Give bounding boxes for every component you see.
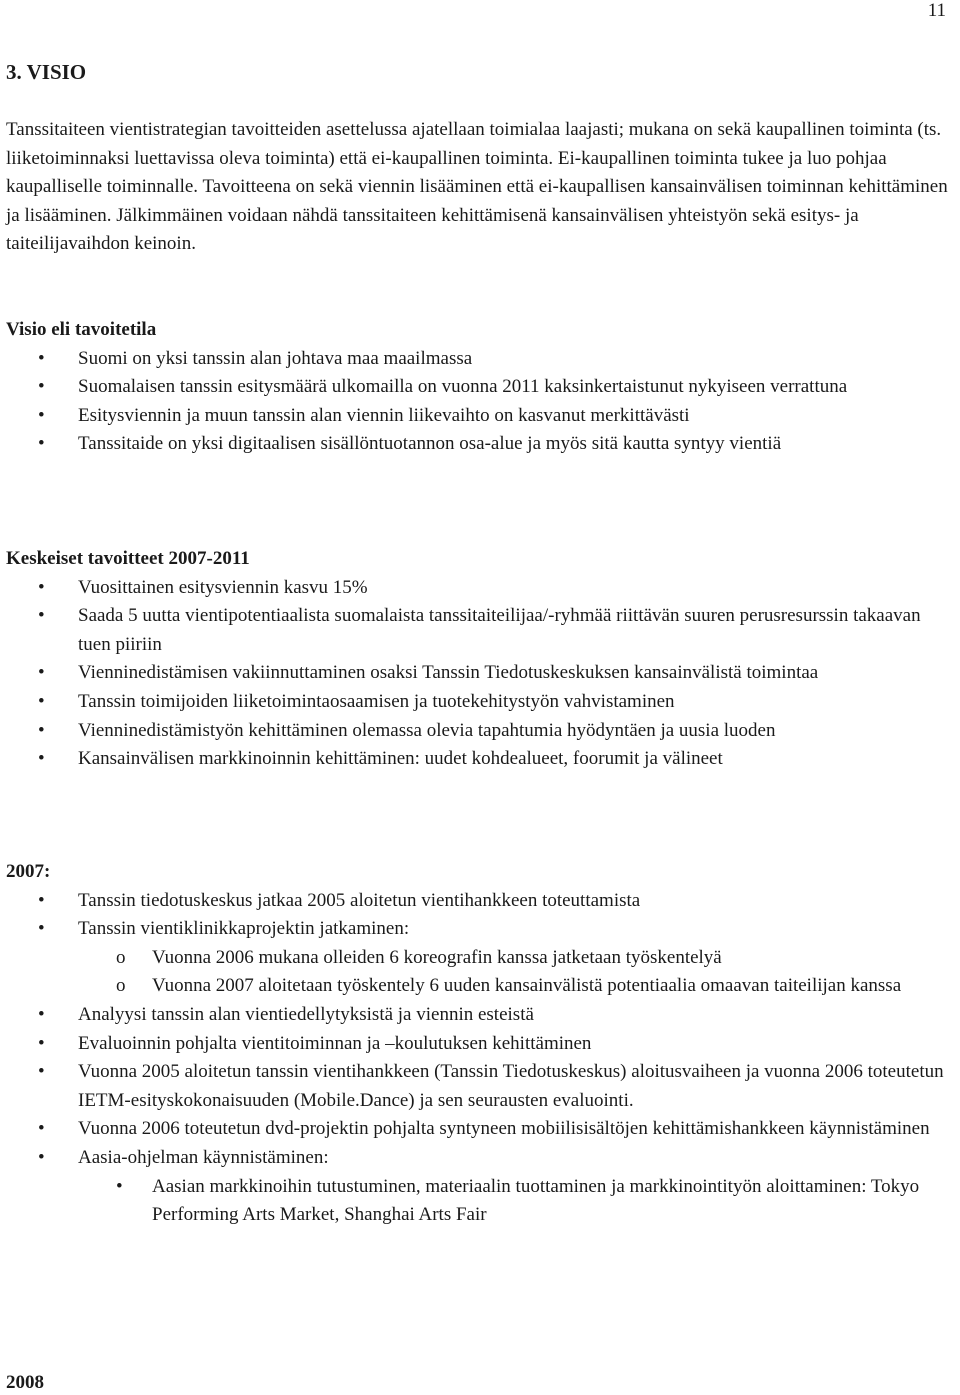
goals-section bbox=[6, 545, 954, 774]
sub-list bbox=[78, 1173, 954, 1230]
section-heading: 3. VISIO bbox=[6, 60, 87, 84]
list-item: • Vienninedistämistyön kehittäminen olemassa olevia tapahtumia hyödyntäen ja uusia luoden bbox=[6, 717, 954, 746]
intro-text: Tanssitaiteen vientistrategian tavoitteiden asettelussa ajatellaan toimialaa laajasti; mukana on sekä kaupallinen toiminta (ts. liiketoiminnaksi luettavissa oleva toiminta) että ei-kaupallinen toiminta. Ei-kaupallinen toiminta tukee ja luo pohjaa kaupalliselle toiminnalle. Tavoitteena on sekä viennin lisääminen että ei-kaupallisen kansainvälisen toiminnan kehittäminen ja lisääminen. Jälkimmäinen voidaan nähdä tanssitaiteen kehittämisenä kansainvälisen yhteistyön sekä esitys- ja taiteilijavaihdon keinoin. bbox=[6, 119, 948, 255]
sub-list-item: o Vuonna 2007 aloitetaan työskentely 6 uuden kansainvälistä potentiaalia omaavan taiteilijan kanssa bbox=[78, 972, 954, 1001]
list-item: • Suomi on yksi tanssin alan johtava maa maailmassa bbox=[6, 345, 954, 374]
list-item: • Saada 5 uutta vientipotentiaalista suomalaista tanssitaiteilijaa/-ryhmää riittävän suuren perusresurssin takaavan tuen piiriin bbox=[6, 602, 954, 659]
list-item: • Tanssitaide on yksi digitaalisen sisällöntuotannon osa-alue ja myös sitä kautta syntyy vientiä bbox=[6, 430, 954, 459]
list-item: • Vuonna 2006 toteutetun dvd-projektin pohjalta syntyneen mobiilisisältöjen kehittämishankkeen käynnistäminen bbox=[6, 1115, 954, 1144]
year-2008-title: 2008 bbox=[6, 1372, 44, 1393]
list-item-text: Aasia-ohjelman käynnistäminen: bbox=[78, 1146, 329, 1168]
vision-title: Visio eli tavoitetila bbox=[6, 319, 157, 340]
sub-list-item: • Aasian markkinoihin tutustuminen, materiaalin tuottaminen ja markkinointityön aloittaminen: Tokyo Performing Arts Market, Shanghai Arts Fair bbox=[78, 1173, 954, 1230]
year-2007-title: 2007: bbox=[6, 861, 51, 882]
list-item bbox=[6, 915, 954, 1001]
vision-section bbox=[6, 316, 954, 459]
list-item-text: Tanssin vientiklinikkaprojektin jatkaminen: bbox=[78, 918, 410, 940]
year-2007-section bbox=[6, 858, 954, 1230]
goals-title: Keskeiset tavoitteet 2007-2011 bbox=[6, 548, 250, 569]
list-item: • Analyysi tanssin alan vientiedellytyksistä ja viennin esteistä bbox=[6, 1001, 954, 1030]
list-item: • Evaluoinnin pohjalta vientitoiminnan ja –koulutuksen kehittäminen bbox=[6, 1030, 954, 1059]
intro-paragraph bbox=[6, 116, 950, 259]
sub-list bbox=[78, 944, 954, 1001]
list-item bbox=[6, 1144, 954, 1230]
list-item: • Vienninedistämisen vakiinnuttaminen osaksi Tanssin Tiedotuskeskuksen kansainvälistä toimintaa bbox=[6, 659, 954, 688]
year-2007-list bbox=[6, 887, 954, 1230]
list-item: • Esitysviennin ja muun tanssin alan viennin liikevaihto on kasvanut merkittävästi bbox=[6, 402, 954, 431]
list-item: • Tanssin tiedotuskeskus jatkaa 2005 aloitetun vientihankkeen toteuttamista bbox=[6, 887, 954, 916]
list-item: • Kansainvälisen markkinoinnin kehittäminen: uudet kohdealueet, foorumit ja välineet bbox=[6, 745, 954, 774]
list-item: • Vuosittainen esitysviennin kasvu 15% bbox=[6, 574, 954, 603]
vision-list bbox=[6, 345, 954, 459]
goals-list bbox=[6, 574, 954, 774]
sub-list-item: o Vuonna 2006 mukana olleiden 6 koreografin kanssa jatketaan työskentelyä bbox=[78, 944, 954, 973]
page-number: 11 bbox=[927, 0, 946, 21]
list-item: • Tanssin toimijoiden liiketoimintaosaamisen ja tuotekehitystyön vahvistaminen bbox=[6, 688, 954, 717]
list-item: • Vuonna 2005 aloitetun tanssin vientihankkeen (Tanssin Tiedotuskeskus) aloitusvaiheen ja vuonna 2006 toteutetun IETM-esityskokonaisuuden (Mobile.Dance) ja sen seurausten evaluointi. bbox=[6, 1058, 954, 1115]
list-item: • Suomalaisen tanssin esitysmäärä ulkomailla on vuonna 2011 kaksinkertaistunut nykyiseen verrattuna bbox=[6, 373, 954, 402]
